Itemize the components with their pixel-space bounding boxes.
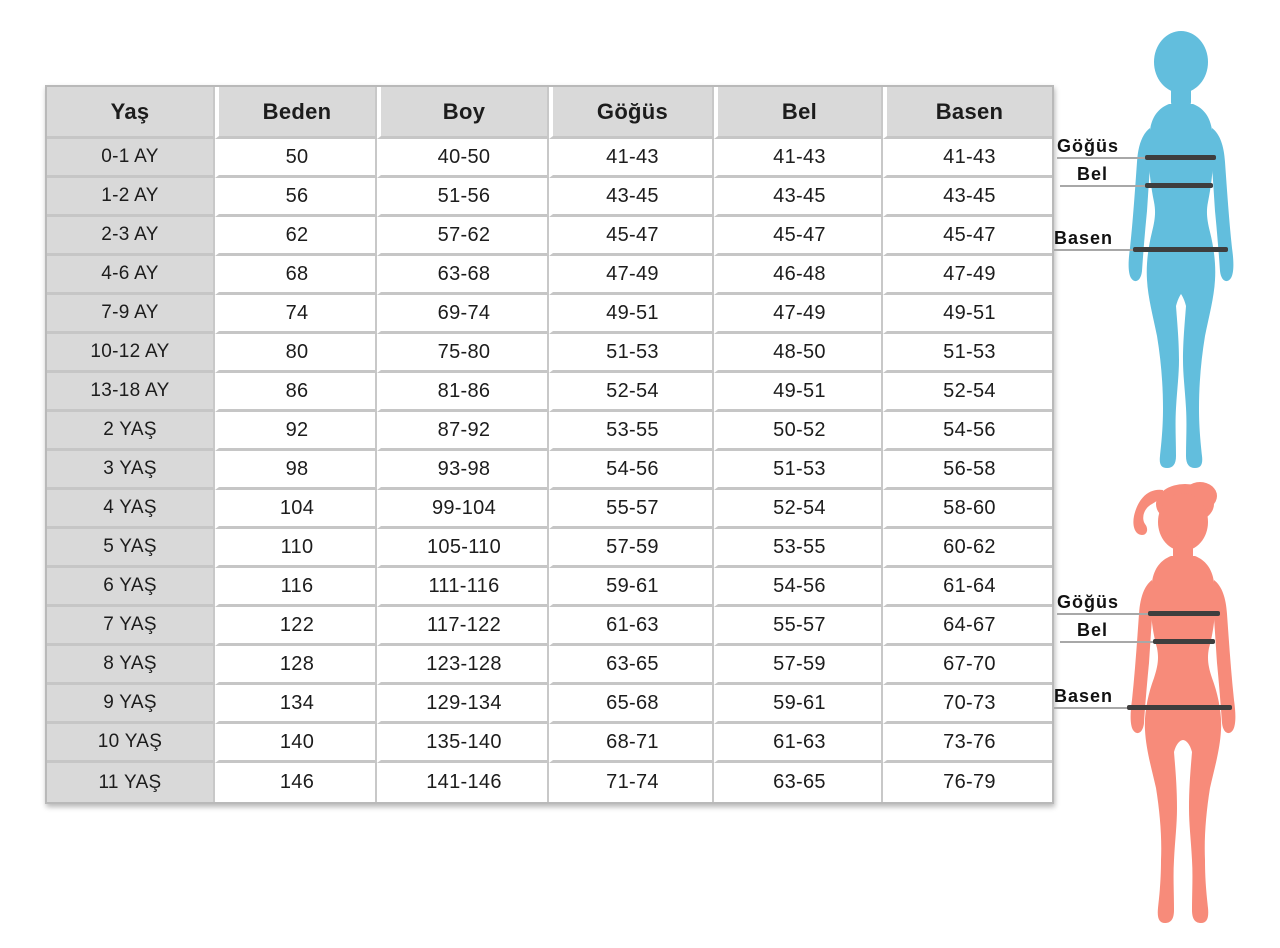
girl-gogus-line xyxy=(1148,611,1220,616)
value-cell: 104 xyxy=(215,490,377,529)
value-cell: 123-128 xyxy=(377,646,549,685)
value-cell: 41-43 xyxy=(549,139,714,178)
value-cell: 146 xyxy=(215,763,377,802)
value-cell: 63-68 xyxy=(377,256,549,295)
age-cell: 7 YAŞ xyxy=(47,607,215,646)
age-cell: 11 YAŞ xyxy=(47,763,215,802)
value-cell: 53-55 xyxy=(549,412,714,451)
value-cell: 49-51 xyxy=(714,373,883,412)
value-cell: 52-54 xyxy=(714,490,883,529)
value-cell: 60-62 xyxy=(883,529,1052,568)
value-cell: 40-50 xyxy=(377,139,549,178)
column-header: Yaş xyxy=(47,87,215,139)
value-cell: 61-63 xyxy=(549,607,714,646)
table-row xyxy=(47,607,1052,646)
boy-basen-measure xyxy=(1054,228,1228,251)
value-cell: 45-47 xyxy=(549,217,714,256)
column-header: Bel xyxy=(714,87,883,139)
column-header: Basen xyxy=(883,87,1052,139)
value-cell: 41-43 xyxy=(883,139,1052,178)
value-cell: 61-63 xyxy=(714,724,883,763)
size-table-header xyxy=(47,87,1052,139)
value-cell: 56-58 xyxy=(883,451,1052,490)
table-row xyxy=(47,217,1052,256)
column-header: Göğüs xyxy=(549,87,714,139)
value-cell: 58-60 xyxy=(883,490,1052,529)
value-cell: 56 xyxy=(215,178,377,217)
value-cell: 50 xyxy=(215,139,377,178)
value-cell: 93-98 xyxy=(377,451,549,490)
value-cell: 52-54 xyxy=(883,373,1052,412)
column-header: Boy xyxy=(377,87,549,139)
table-row xyxy=(47,763,1052,802)
age-cell: 8 YAŞ xyxy=(47,646,215,685)
age-cell: 4-6 AY xyxy=(47,256,215,295)
table-row xyxy=(47,490,1052,529)
value-cell: 43-45 xyxy=(549,178,714,217)
value-cell: 43-45 xyxy=(883,178,1052,217)
girl-silhouette-svg xyxy=(1105,478,1257,948)
table-row xyxy=(47,529,1052,568)
value-cell: 69-74 xyxy=(377,295,549,334)
boy-gogus-label: Göğüs xyxy=(1057,136,1119,156)
value-cell: 98 xyxy=(215,451,377,490)
value-cell: 55-57 xyxy=(714,607,883,646)
value-cell: 99-104 xyxy=(377,490,549,529)
value-cell: 47-49 xyxy=(883,256,1052,295)
value-cell: 71-74 xyxy=(549,763,714,802)
girl-basen-label: Basen xyxy=(1054,686,1114,706)
value-cell: 47-49 xyxy=(549,256,714,295)
value-cell: 63-65 xyxy=(549,646,714,685)
value-cell: 59-61 xyxy=(549,568,714,607)
value-cell: 140 xyxy=(215,724,377,763)
value-cell: 135-140 xyxy=(377,724,549,763)
value-cell: 51-53 xyxy=(714,451,883,490)
size-table-body xyxy=(47,139,1052,802)
value-cell: 128 xyxy=(215,646,377,685)
girl-gogus-measure xyxy=(1057,592,1220,615)
age-cell: 1-2 AY xyxy=(47,178,215,217)
value-cell: 68 xyxy=(215,256,377,295)
age-cell: 2-3 AY xyxy=(47,217,215,256)
girl-bel-line xyxy=(1153,639,1215,644)
value-cell: 50-52 xyxy=(714,412,883,451)
value-cell: 65-68 xyxy=(549,685,714,724)
value-cell: 75-80 xyxy=(377,334,549,373)
value-cell: 63-65 xyxy=(714,763,883,802)
value-cell: 41-43 xyxy=(714,139,883,178)
table-row xyxy=(47,373,1052,412)
value-cell: 117-122 xyxy=(377,607,549,646)
table-row xyxy=(47,412,1052,451)
boy-bel-label: Bel xyxy=(1077,164,1109,184)
size-table xyxy=(45,85,1054,804)
value-cell: 76-79 xyxy=(883,763,1052,802)
boy-gogus-measure xyxy=(1057,136,1216,159)
age-cell: 13-18 AY xyxy=(47,373,215,412)
age-cell: 10 YAŞ xyxy=(47,724,215,763)
table-row xyxy=(47,295,1052,334)
table-row xyxy=(47,139,1052,178)
value-cell: 134 xyxy=(215,685,377,724)
value-cell: 59-61 xyxy=(714,685,883,724)
value-cell: 70-73 xyxy=(883,685,1052,724)
size-table-container xyxy=(45,85,1054,804)
table-row xyxy=(47,178,1052,217)
value-cell: 45-47 xyxy=(883,217,1052,256)
girl-basen-line xyxy=(1127,705,1232,710)
age-cell: 9 YAŞ xyxy=(47,685,215,724)
value-cell: 54-56 xyxy=(714,568,883,607)
value-cell: 54-56 xyxy=(549,451,714,490)
value-cell: 57-59 xyxy=(714,646,883,685)
value-cell: 53-55 xyxy=(714,529,883,568)
value-cell: 81-86 xyxy=(377,373,549,412)
age-cell: 7-9 AY xyxy=(47,295,215,334)
table-row xyxy=(47,451,1052,490)
value-cell: 73-76 xyxy=(883,724,1052,763)
table-row xyxy=(47,724,1052,763)
ponytail xyxy=(1133,490,1163,535)
value-cell: 51-53 xyxy=(883,334,1052,373)
girl-bel-label: Bel xyxy=(1077,620,1109,640)
table-row xyxy=(47,334,1052,373)
girl-bel-measure xyxy=(1060,620,1215,643)
header-row xyxy=(47,87,1052,139)
girl-basen-measure xyxy=(1054,686,1232,709)
value-cell: 92 xyxy=(215,412,377,451)
value-cell: 49-51 xyxy=(883,295,1052,334)
value-cell: 52-54 xyxy=(549,373,714,412)
boy-gogus-line xyxy=(1145,155,1216,160)
age-cell: 10-12 AY xyxy=(47,334,215,373)
value-cell: 105-110 xyxy=(377,529,549,568)
value-cell: 86 xyxy=(215,373,377,412)
boy-basen-line xyxy=(1133,247,1228,252)
table-row xyxy=(47,685,1052,724)
value-cell: 87-92 xyxy=(377,412,549,451)
table-row xyxy=(47,646,1052,685)
girl-silhouette-figure xyxy=(1105,478,1257,948)
value-cell: 51-56 xyxy=(377,178,549,217)
value-cell: 80 xyxy=(215,334,377,373)
age-cell: 3 YAŞ xyxy=(47,451,215,490)
value-cell: 64-67 xyxy=(883,607,1052,646)
value-cell: 74 xyxy=(215,295,377,334)
table-row xyxy=(47,568,1052,607)
value-cell: 57-59 xyxy=(549,529,714,568)
boy-bel-line xyxy=(1145,183,1213,188)
value-cell: 111-116 xyxy=(377,568,549,607)
value-cell: 57-62 xyxy=(377,217,549,256)
value-cell: 54-56 xyxy=(883,412,1052,451)
value-cell: 67-70 xyxy=(883,646,1052,685)
value-cell: 46-48 xyxy=(714,256,883,295)
girl-gogus-label: Göğüs xyxy=(1057,592,1119,612)
value-cell: 43-45 xyxy=(714,178,883,217)
value-cell: 49-51 xyxy=(549,295,714,334)
boy-basen-label: Basen xyxy=(1054,228,1114,248)
value-cell: 45-47 xyxy=(714,217,883,256)
value-cell: 47-49 xyxy=(714,295,883,334)
age-cell: 6 YAŞ xyxy=(47,568,215,607)
age-cell: 4 YAŞ xyxy=(47,490,215,529)
value-cell: 62 xyxy=(215,217,377,256)
column-header: Beden xyxy=(215,87,377,139)
age-cell: 2 YAŞ xyxy=(47,412,215,451)
value-cell: 122 xyxy=(215,607,377,646)
age-cell: 0-1 AY xyxy=(47,139,215,178)
table-row xyxy=(47,256,1052,295)
value-cell: 68-71 xyxy=(549,724,714,763)
value-cell: 51-53 xyxy=(549,334,714,373)
value-cell: 110 xyxy=(215,529,377,568)
age-cell: 5 YAŞ xyxy=(47,529,215,568)
value-cell: 55-57 xyxy=(549,490,714,529)
value-cell: 141-146 xyxy=(377,763,549,802)
boy-bel-measure xyxy=(1060,164,1213,187)
value-cell: 61-64 xyxy=(883,568,1052,607)
value-cell: 116 xyxy=(215,568,377,607)
value-cell: 129-134 xyxy=(377,685,549,724)
value-cell: 48-50 xyxy=(714,334,883,373)
